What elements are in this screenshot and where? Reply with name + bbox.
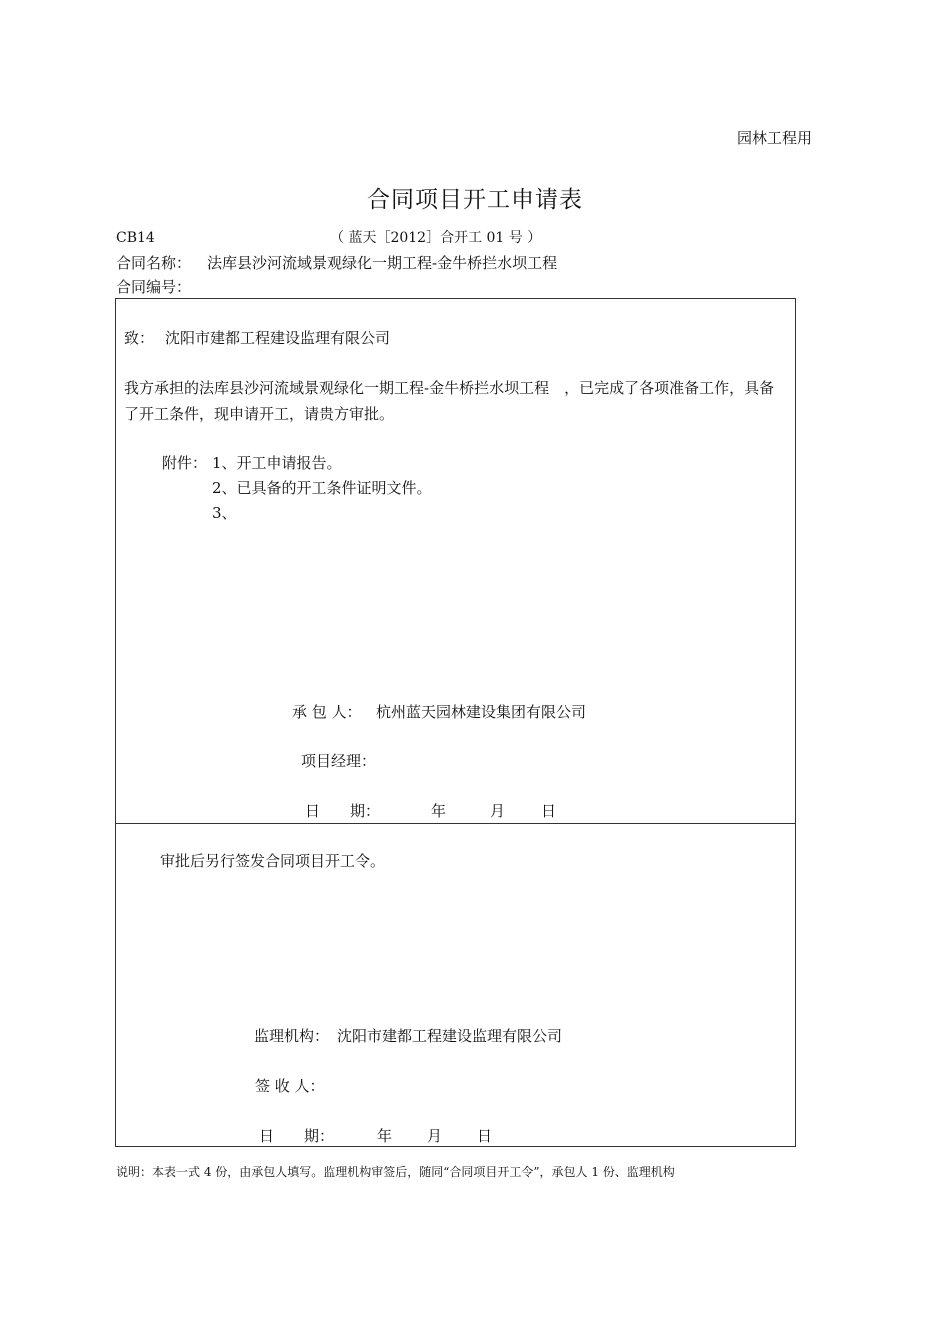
- project-manager-label: 项目经理：: [301, 752, 377, 770]
- recipient-label: 致：: [124, 329, 155, 347]
- document-number: （ 蓝天［2012］合开工 01 号 ）: [330, 230, 542, 246]
- attachment-item: 1、开工申请报告。: [212, 454, 342, 472]
- attachment-item: 2、已具备的开工条件证明文件。: [212, 479, 432, 497]
- application-body: 我方承担的法库县沙河流域景观绿化一期工程-金牛桥拦水坝工程 ，已完成了各项准备工作，具备了开工条件，现申请开工，请贵方审批。: [124, 379, 775, 423]
- approval-section: [115, 823, 796, 1147]
- approval-date-month: 月: [427, 1127, 443, 1145]
- receiver-label: 签 收 人：: [255, 1077, 325, 1095]
- application-date-label: 日 期：: [305, 802, 381, 820]
- approval-date-day: 日: [477, 1127, 493, 1145]
- approval-note: 审批后另行签发合同项目开工令。: [160, 852, 386, 870]
- contractor-value: 杭州蓝天园林建设集团有限公司: [376, 703, 587, 721]
- approval-date-year: 年: [377, 1127, 393, 1145]
- form-code: CB14: [116, 230, 155, 246]
- contractor-label: 承 包 人：: [292, 703, 362, 721]
- contract-number-label: 合同编号：: [116, 278, 192, 296]
- application-date-year: 年: [431, 802, 447, 820]
- attachment-item: 3、: [212, 504, 237, 522]
- contract-name-value: 法库县沙河流域景观绿化一期工程-金牛桥拦水坝工程: [207, 254, 558, 272]
- footer-note: 说明：本表一式 4 份，由承包人填写。监理机构审签后，随同“合同项目开工令”，承包人 1 份、监理机构: [116, 1165, 675, 1179]
- supervisor-org-label: 监理机构：: [254, 1027, 330, 1045]
- attachments-label: 附件：: [162, 454, 208, 472]
- contract-name-label: 合同名称：: [116, 254, 192, 272]
- recipient-value: 沈阳市建都工程建设监理有限公司: [165, 329, 391, 347]
- usage-label: 园林工程用: [737, 129, 813, 147]
- application-date-month: 月: [490, 802, 506, 820]
- page-title: 合同项目开工申请表: [367, 187, 583, 213]
- application-date-day: 日: [541, 802, 557, 820]
- supervisor-org-value: 沈阳市建都工程建设监理有限公司: [337, 1027, 563, 1045]
- approval-date-label: 日 期：: [259, 1127, 335, 1145]
